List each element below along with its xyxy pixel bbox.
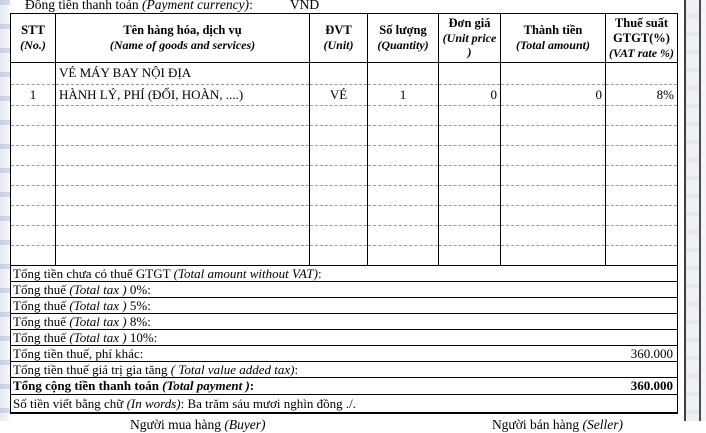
summary-value: 360.000 bbox=[630, 378, 673, 394]
signature-row bbox=[10, 414, 678, 433]
summary-row-in-words bbox=[11, 394, 678, 413]
table-row-empty bbox=[11, 185, 678, 205]
table-row-empty bbox=[11, 125, 678, 145]
summary-row-tax-8 bbox=[11, 313, 678, 329]
payment-currency-label-en: (Payment currency) bbox=[141, 0, 250, 12]
table-row-empty bbox=[11, 205, 678, 225]
column-header-unit-price: Đơn giá (Unit price ) bbox=[439, 14, 501, 63]
cell-vat-rate: 8% bbox=[606, 84, 678, 105]
buyer-signature-label: Người mua hàng (Buyer) bbox=[130, 416, 266, 432]
column-header-stt: STT (No.) bbox=[11, 14, 56, 63]
invoice-page bbox=[10, 0, 678, 433]
scrollbar[interactable] bbox=[686, 0, 699, 421]
summary-label: Tổng thuế (Total tax ) 8%: bbox=[13, 313, 151, 329]
column-header-name: Tên hàng hóa, dịch vụ (Name of goods and services) bbox=[56, 14, 310, 63]
cell-stt: 1 bbox=[11, 84, 56, 105]
summary-label: Số tiền viết bằng chữ (In words): Ba trăm sáu mươi nghìn đồng ./. bbox=[13, 395, 356, 411]
summary-row-total-without-vat bbox=[11, 265, 678, 281]
cell-unit bbox=[310, 62, 368, 84]
column-header-total-amount: Thành tiền (Total amount) bbox=[501, 14, 606, 63]
summary-label: Tổng tiền thuế, phí khác: bbox=[13, 345, 144, 361]
window-frame bbox=[701, 0, 706, 421]
cell-quantity: 1 bbox=[368, 84, 439, 105]
cell-stt bbox=[11, 62, 56, 84]
summary-label: Tổng tiền chưa có thuế GTGT (Total amount without VAT): bbox=[13, 265, 322, 281]
table-header-row bbox=[11, 14, 678, 63]
column-header-vat-rate: Thuế suất GTGT(%) (VAT rate %) bbox=[606, 14, 678, 63]
table-row-empty bbox=[11, 225, 678, 245]
table-row-empty bbox=[11, 245, 678, 265]
summary-row-vat-total bbox=[11, 361, 678, 377]
cell-total-amount bbox=[501, 62, 606, 84]
cell-unit-price bbox=[439, 62, 501, 84]
cell-quantity bbox=[368, 62, 439, 84]
summary-label: Tổng thuế (Total tax ) 10%: bbox=[13, 329, 158, 345]
payment-currency-value: VND bbox=[289, 0, 320, 12]
table-row-empty bbox=[11, 145, 678, 165]
seller-signature-label: Người bán hàng (Seller) bbox=[491, 416, 623, 432]
summary-label: Tổng thuế (Total tax ) 0%: bbox=[13, 281, 151, 297]
cell-name: HÀNH LÝ, PHÍ (ĐỔI, HOÀN, ....) bbox=[56, 84, 310, 105]
page-edge-decoration bbox=[0, 0, 10, 421]
cell-vat-rate bbox=[606, 62, 678, 84]
payment-currency-label: Đồng tiền thanh toán bbox=[25, 0, 142, 12]
payment-currency-line bbox=[10, 0, 678, 11]
summary-row-total-payment bbox=[11, 377, 678, 394]
cell-unit-price: 0 bbox=[439, 84, 501, 105]
payment-currency-colon: : bbox=[249, 0, 253, 12]
summary-label: Tổng cộng tiền thanh toán (Total payment ): bbox=[13, 378, 255, 394]
cell-unit: VÉ bbox=[310, 84, 368, 105]
summary-value: 360.000 bbox=[630, 345, 673, 361]
summary-label: Tổng thuế (Total tax ) 5%: bbox=[13, 297, 151, 313]
table-row-empty bbox=[11, 105, 678, 125]
table-row-item bbox=[11, 84, 678, 105]
summary-row-tax-0 bbox=[11, 281, 678, 297]
column-header-quantity: Số lượng (Quantity) bbox=[368, 14, 439, 63]
summary-row-other-fees bbox=[11, 345, 678, 361]
cell-name: VÉ MÁY BAY NỘI ĐỊA bbox=[56, 62, 310, 84]
summary-label: Tổng tiền thuế giá trị gia tăng ( Total value added tax): bbox=[13, 361, 299, 377]
table-row-group bbox=[11, 62, 678, 84]
summary-row-tax-10 bbox=[11, 329, 678, 345]
cell-total-amount: 0 bbox=[501, 84, 606, 105]
invoice-table bbox=[10, 13, 678, 414]
summary-row-tax-5 bbox=[11, 297, 678, 313]
column-header-unit: ĐVT (Unit) bbox=[310, 14, 368, 63]
table-row-empty bbox=[11, 165, 678, 185]
